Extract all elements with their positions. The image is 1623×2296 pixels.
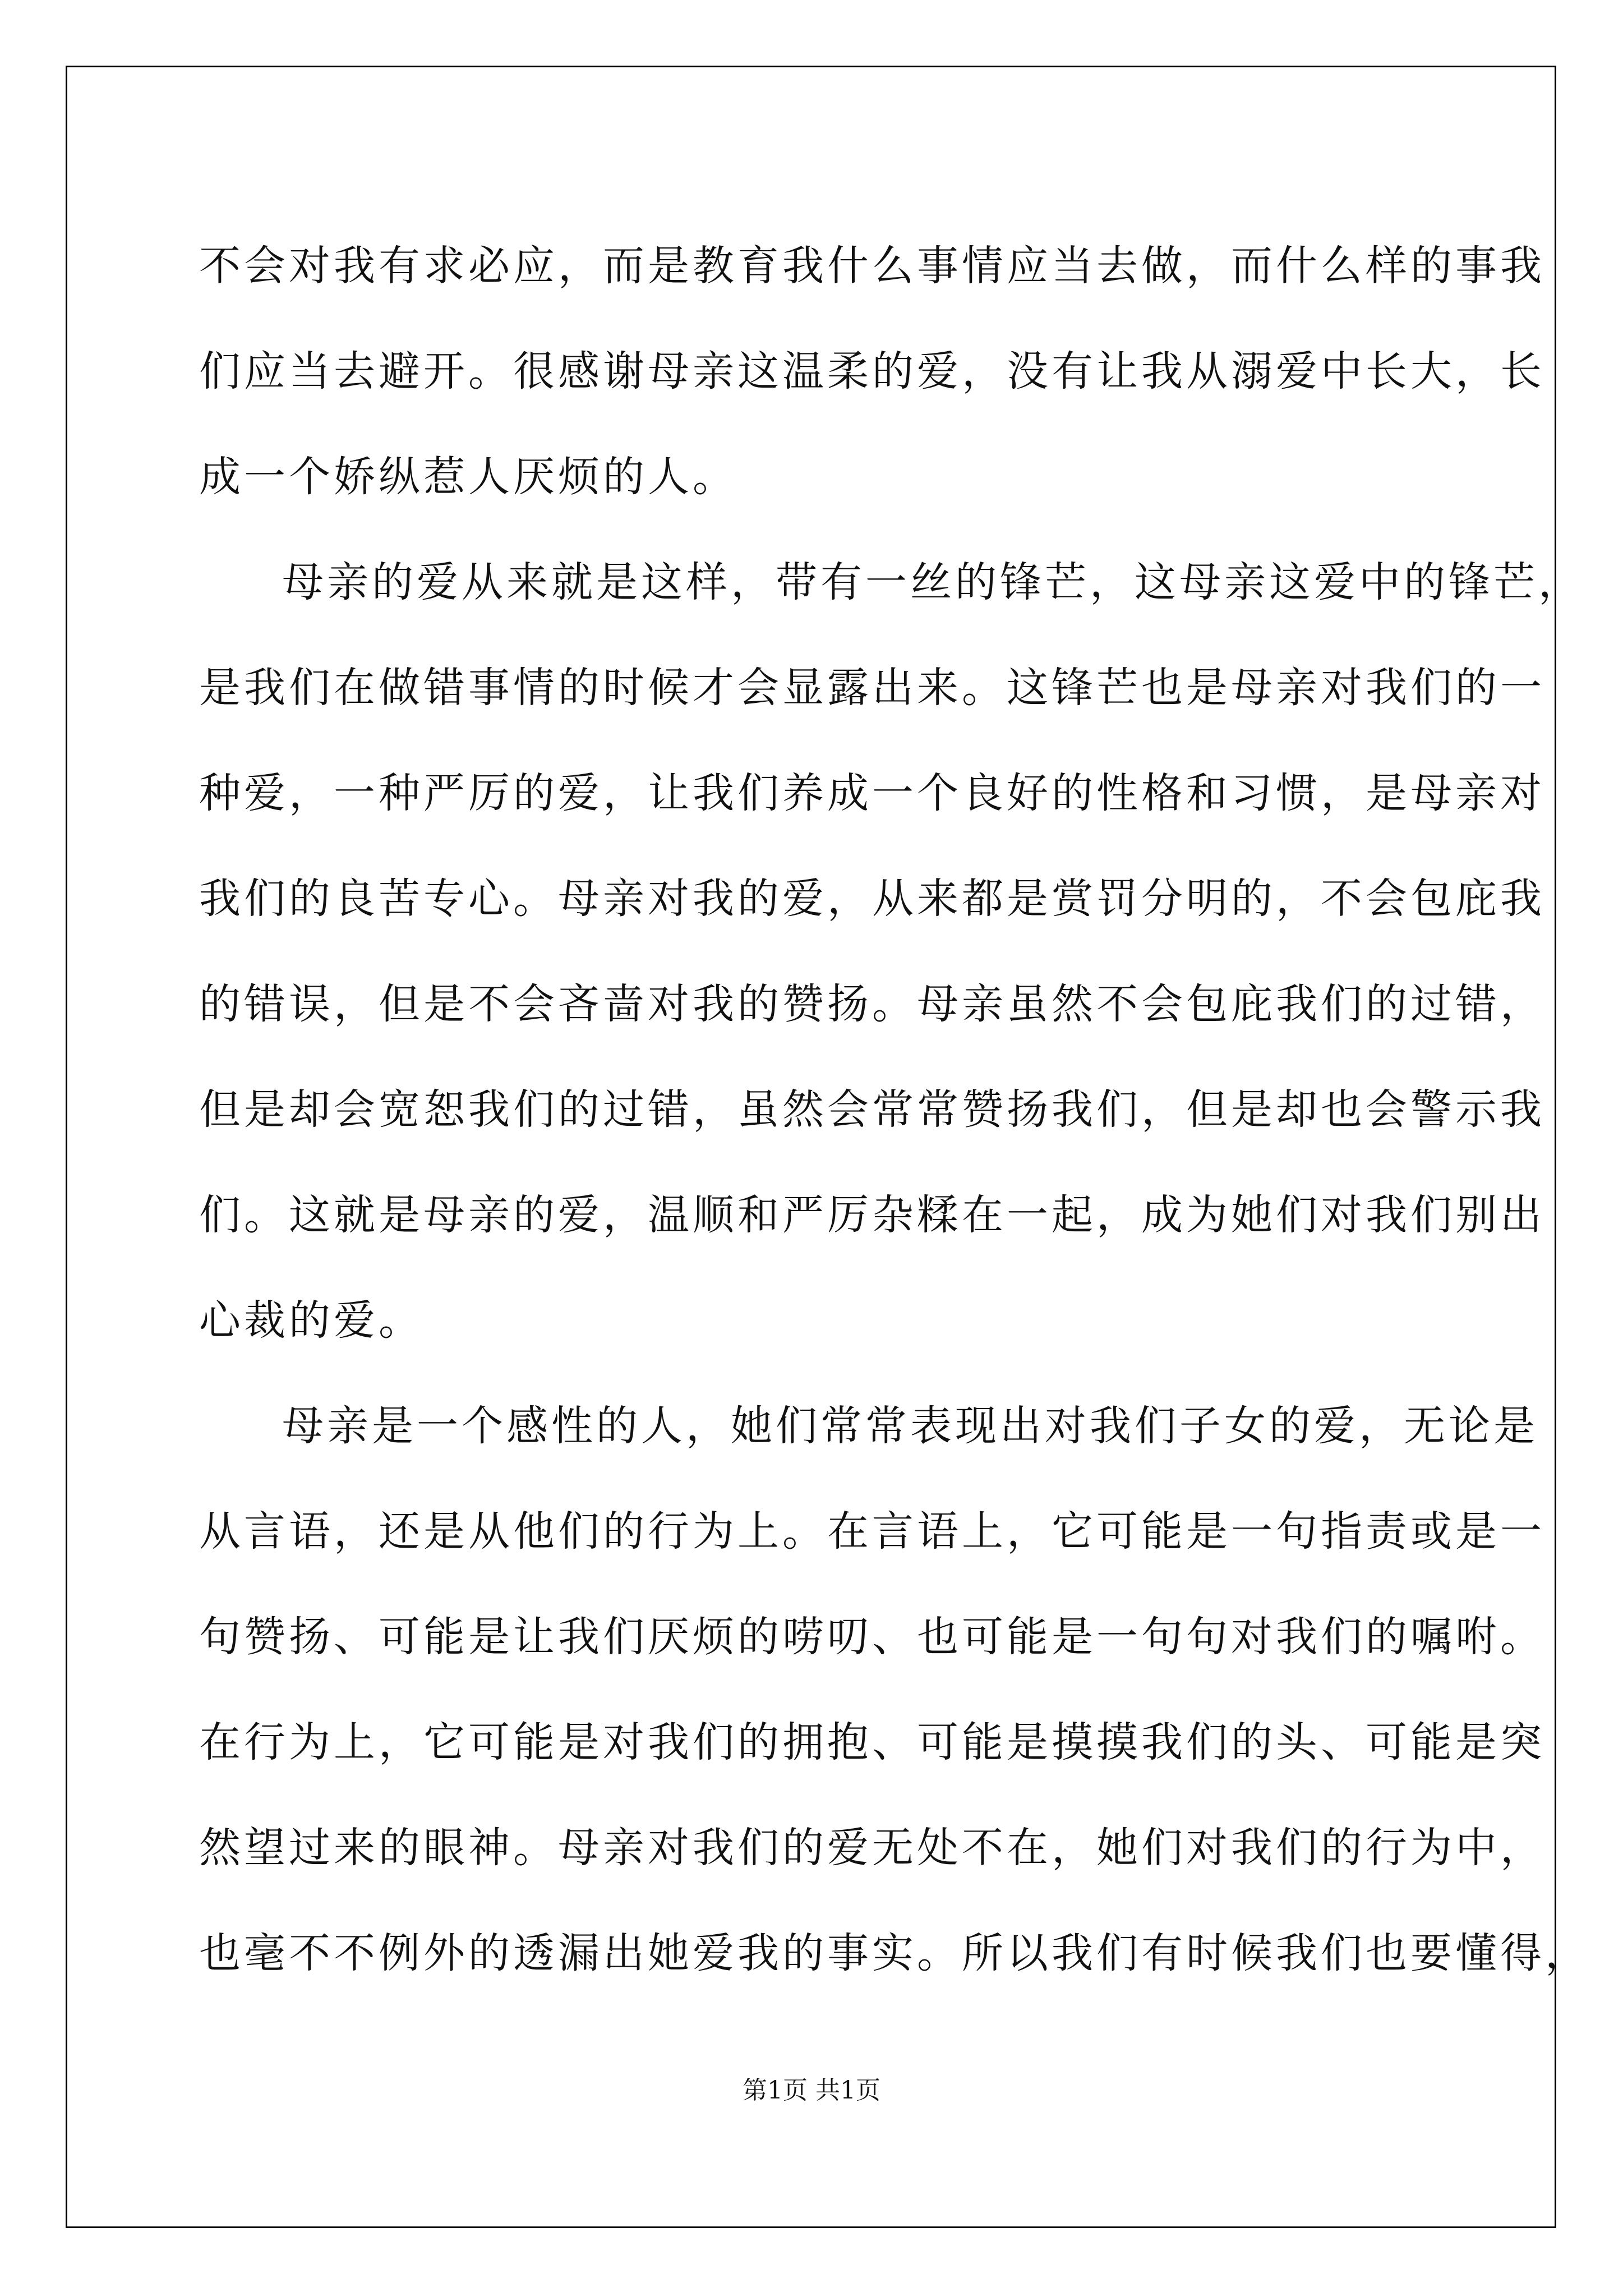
paragraph-1-line-3: 成一个娇纵惹人厌烦的人。 xyxy=(199,453,737,501)
paragraph-2-line-8: 心裁的爱。 xyxy=(199,1296,423,1345)
paragraph-2-line-6: 但是却会宽恕我们的过错，虽然会常常赞扬我们，但是却也会警示我 xyxy=(199,1085,1545,1134)
paragraph-1-line-1: 不会对我有求必应，而是教育我什么事情应当去做，而什么样的事我 xyxy=(199,242,1545,290)
paragraph-3-line-6: 也毫不不例外的透漏出她爱我的事实。所以我们有时候我们也要懂得， xyxy=(199,1929,1590,1977)
paragraph-3-line-2: 从言语，还是从他们的行为上。在言语上，它可能是一句指责或是一 xyxy=(199,1507,1545,1556)
page-footer: 第1页 共1页 xyxy=(743,2076,880,2105)
paragraph-2-line-3: 种爱，一种严厉的爱，让我们养成一个良好的性格和习惯，是母亲对 xyxy=(199,769,1545,817)
paragraph-3-line-1: 母亲是一个感性的人，她们常常表现出对我们子女的爱，无论是 xyxy=(282,1402,1538,1450)
paragraph-2-line-1: 母亲的爱从来就是这样，带有一丝的锋芒，这母亲这爱中的锋芒， xyxy=(282,558,1583,606)
paragraph-2-line-7: 们。这就是母亲的爱，温顺和严厉杂糅在一起，成为她们对我们别出 xyxy=(199,1191,1545,1239)
paragraph-3-line-5: 然望过来的眼神。母亲对我们的爱无处不在，她们对我们的行为中， xyxy=(199,1824,1545,1872)
paragraph-1-line-2: 们应当去避开。很感谢母亲这温柔的爱，没有让我从溺爱中长大，长 xyxy=(199,347,1545,395)
paragraph-2-line-5: 的错误，但是不会吝啬对我的赞扬。母亲虽然不会包庇我们的过错， xyxy=(199,980,1545,1028)
paragraph-3-line-3: 句赞扬、可能是让我们厌烦的唠叨、也可能是一句句对我们的嘱咐。 xyxy=(199,1613,1545,1661)
paragraph-3-line-4: 在行为上，它可能是对我们的拥抱、可能是摸摸我们的头、可能是突 xyxy=(199,1718,1545,1766)
paragraph-2-line-4: 我们的良苦专心。母亲对我的爱，从来都是赏罚分明的，不会包庇我 xyxy=(199,875,1545,923)
paragraph-2-line-2: 是我们在做错事情的时候才会显露出来。这锋芒也是母亲对我们的一 xyxy=(199,664,1545,712)
document-body xyxy=(199,213,1590,2006)
